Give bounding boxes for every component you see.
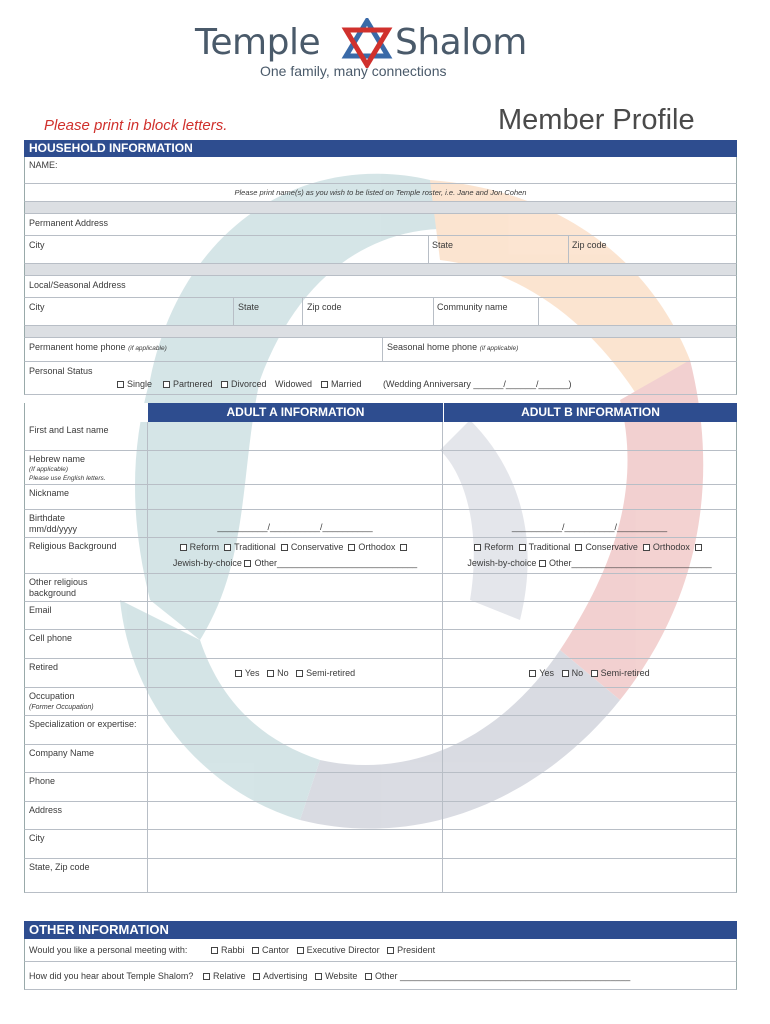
permanent-address-label: Permanent Address	[29, 218, 109, 228]
personal-status-label: Personal Status	[29, 366, 93, 376]
checkbox-website[interactable]	[315, 973, 322, 980]
birthdate-row	[24, 510, 737, 538]
adult-b-email-input[interactable]	[443, 602, 736, 629]
logo-tagline: One family, many connections	[260, 63, 447, 79]
adult-a-company-input[interactable]	[148, 745, 443, 772]
adult-b-occupation-input[interactable]	[443, 688, 736, 715]
specialization-label: Specialization or expertise:	[25, 716, 148, 744]
adult-b-religious-options: Reform Traditional Conservative Orthodox Jewish-by-choice Other____________________________	[467, 542, 712, 568]
checkbox-traditional[interactable]	[519, 544, 526, 551]
checkbox-other[interactable]	[539, 560, 546, 567]
divider-bar	[24, 264, 737, 276]
logo-word-temple: Temple	[195, 22, 321, 63]
adult-a-name-input[interactable]	[148, 422, 443, 450]
seasonal-phone-label: Seasonal home phone (if applicable)	[387, 342, 519, 352]
adult-a-hebrew-input[interactable]	[148, 451, 443, 484]
state-zip-label: State, Zip code	[25, 859, 148, 892]
first-last-name-label: First and Last name	[25, 422, 148, 450]
adult-a-specialization-input[interactable]	[148, 716, 443, 744]
print-instruction: Please print in block letters.	[44, 117, 228, 134]
heard-options: Relative Advertising Website Other ______________________________________________	[203, 971, 630, 981]
adult-a-email-input[interactable]	[148, 602, 443, 629]
heard-other-field[interactable]: Other ______________________________________________	[374, 971, 631, 981]
checkbox-advertising[interactable]	[253, 973, 260, 980]
divider-bar	[24, 326, 737, 338]
checkbox[interactable]	[117, 381, 124, 388]
divider-bar	[24, 202, 737, 214]
nickname-row	[24, 485, 737, 510]
checkbox[interactable]	[321, 381, 328, 388]
household-section-header: HOUSEHOLD INFORMATION	[24, 140, 737, 157]
hebrew-name-label: Hebrew name (If applicable) Please use English letters.	[25, 451, 148, 484]
checkbox-yes[interactable]	[529, 670, 536, 677]
meeting-options: Rabbi Cantor Executive Director President	[211, 945, 435, 955]
checkbox-other[interactable]	[244, 560, 251, 567]
status-single[interactable]: Single	[117, 379, 152, 389]
adult-a-occupation-input[interactable]	[148, 688, 443, 715]
adult-b-specialization-input[interactable]	[443, 716, 736, 744]
religious-background-label: Religious Background	[25, 538, 148, 573]
phone-row[interactable]	[24, 338, 737, 362]
permanent-phone-label: Permanent home phone (if applicable)	[29, 342, 167, 352]
retired-row	[24, 659, 737, 688]
state-label: State	[432, 240, 454, 250]
name-hint-row	[24, 184, 737, 202]
adult-a-retired-options: Yes No Semi-retired	[148, 659, 443, 687]
status-married[interactable]: Married	[321, 379, 362, 389]
phone-row	[24, 773, 737, 802]
company-label: Company Name	[25, 745, 148, 772]
checkbox[interactable]	[221, 381, 228, 388]
adult-b-hebrew-input[interactable]	[443, 451, 736, 484]
adult-a-religious-options: Reform Traditional Conservative Orthodox Jewish-by-choice Other____________________________	[148, 538, 443, 573]
city-label: City	[29, 302, 45, 312]
checkbox-extra[interactable]	[400, 544, 407, 551]
checkbox-executive-director[interactable]	[297, 947, 304, 954]
birthdate-label: Birthdate mm/dd/yyyy	[25, 510, 148, 537]
spacer	[24, 395, 737, 403]
email-row	[24, 602, 737, 630]
email-label: Email	[25, 602, 148, 629]
column-divider	[382, 338, 383, 361]
adult-a-header: ADULT A INFORMATION	[147, 403, 443, 422]
checkbox-semi-retired[interactable]	[591, 670, 598, 677]
cell-phone-label: Cell phone	[25, 630, 148, 658]
adult-b-cell-input[interactable]	[443, 630, 736, 658]
other-religious-label: Other religious background	[25, 574, 148, 601]
checkbox-yes[interactable]	[235, 670, 242, 677]
adult-b-city-input[interactable]	[443, 830, 736, 858]
occupation-label: Occupation (Former Occupation)	[25, 688, 148, 715]
wedding-anniversary-field[interactable]: (Wedding Anniversary ______/______/______)	[383, 379, 572, 389]
adult-b-phone-input[interactable]	[443, 773, 736, 801]
checkbox-cantor[interactable]	[252, 947, 259, 954]
column-divider	[538, 298, 539, 325]
state-zip-row	[24, 859, 737, 893]
column-divider	[433, 298, 434, 325]
adult-b-other-religious-input[interactable]	[443, 574, 736, 601]
adult-b-nickname-input[interactable]	[443, 485, 736, 509]
name-label: NAME:	[29, 160, 58, 170]
adult-a-other-religious-input[interactable]	[148, 574, 443, 601]
adult-a-birthdate-input[interactable]: __________/__________/__________	[148, 510, 443, 537]
name-field[interactable]	[24, 157, 737, 184]
meeting-question: Would you like a personal meeting with:	[29, 945, 188, 955]
status-divorced[interactable]: Divorced	[221, 379, 267, 389]
checkbox-conservative[interactable]	[575, 544, 582, 551]
checkbox-reform[interactable]	[180, 544, 187, 551]
specialization-row	[24, 716, 737, 745]
city-state-zip-row[interactable]	[24, 236, 737, 264]
heard-question: How did you hear about Temple Shalom?	[29, 971, 194, 981]
checkbox-president[interactable]	[387, 947, 394, 954]
state-label: State	[238, 302, 260, 312]
checkbox-rabbi[interactable]	[211, 947, 218, 954]
local-address-label: Local/Seasonal Address	[29, 280, 126, 290]
nickname-label: Nickname	[25, 485, 148, 509]
checkbox-semi-retired[interactable]	[296, 670, 303, 677]
spacer	[24, 893, 737, 921]
local-address-field[interactable]	[24, 276, 737, 298]
occupation-row	[24, 688, 737, 716]
member-profile-form	[24, 140, 737, 990]
blank-header-cell	[24, 403, 147, 422]
adult-b-retired-options: Yes No Semi-retired	[443, 659, 736, 687]
adult-b-birthdate-input[interactable]: __________/__________/__________	[511, 522, 668, 532]
star-of-david-logo-icon	[340, 18, 394, 68]
name-hint: Please print name(s) as you wish to be listed on Temple roster, i.e. Jane and Jon Cohen	[234, 188, 527, 197]
adult-a-state-zip-input[interactable]	[148, 859, 443, 892]
community-label: Community name	[437, 302, 508, 312]
company-row	[24, 745, 737, 773]
address-label: Address	[25, 802, 148, 829]
status-partnered[interactable]: Partnered	[163, 379, 213, 389]
checkbox-orthodox[interactable]	[643, 544, 650, 551]
adult-b-header: ADULT B INFORMATION	[443, 403, 737, 422]
checkbox-conservative[interactable]	[281, 544, 288, 551]
local-city-state-zip-row[interactable]	[24, 298, 737, 326]
column-divider	[568, 236, 569, 263]
address-row	[24, 802, 737, 830]
meeting-row	[24, 939, 737, 962]
heard-about-row	[24, 962, 737, 990]
adult-b-address-input[interactable]	[443, 802, 736, 829]
adult-a-nickname-input[interactable]	[148, 485, 443, 509]
adult-a-address-input[interactable]	[148, 802, 443, 829]
checkbox-reform[interactable]	[474, 544, 481, 551]
other-religious-row	[24, 574, 737, 602]
adult-a-phone-input[interactable]	[148, 773, 443, 801]
temple-shalom-logo	[195, 16, 555, 82]
phone-label: Phone	[25, 773, 148, 801]
zip-label: Zip code	[572, 240, 607, 250]
logo-word-shalom: Shalom	[395, 22, 527, 63]
adult-section-header	[24, 403, 737, 422]
adult-b-state-zip-input[interactable]	[443, 859, 736, 892]
checkbox-orthodox[interactable]	[348, 544, 355, 551]
adult-b-name-input[interactable]	[443, 422, 736, 450]
adult-a-city-input[interactable]	[148, 830, 443, 858]
column-divider	[428, 236, 429, 263]
retired-label: Retired	[25, 659, 148, 687]
checkbox-traditional[interactable]	[224, 544, 231, 551]
column-divider	[302, 298, 303, 325]
other-info-header: OTHER INFORMATION	[24, 921, 737, 939]
checkbox-no[interactable]	[267, 670, 274, 677]
adult-b-company-input[interactable]	[443, 745, 736, 772]
checkbox-no[interactable]	[562, 670, 569, 677]
column-divider	[233, 298, 234, 325]
checkbox[interactable]	[163, 381, 170, 388]
checkbox-relative[interactable]	[203, 973, 210, 980]
city-label: City	[29, 240, 45, 250]
page-title: Member Profile	[498, 104, 695, 136]
adult-a-cell-input[interactable]	[148, 630, 443, 658]
city-label: City	[25, 830, 148, 858]
cell-phone-row	[24, 630, 737, 659]
city-row	[24, 830, 737, 859]
zip-label: Zip code	[307, 302, 342, 312]
hebrew-name-row	[24, 451, 737, 485]
status-widowed[interactable]: Widowed	[275, 379, 313, 389]
religious-background-row	[24, 538, 737, 574]
personal-status-row	[24, 362, 737, 395]
checkbox-extra[interactable]	[695, 544, 702, 551]
first-last-name-row	[24, 422, 737, 451]
permanent-address-field[interactable]	[24, 214, 737, 236]
checkbox-other[interactable]	[365, 973, 372, 980]
